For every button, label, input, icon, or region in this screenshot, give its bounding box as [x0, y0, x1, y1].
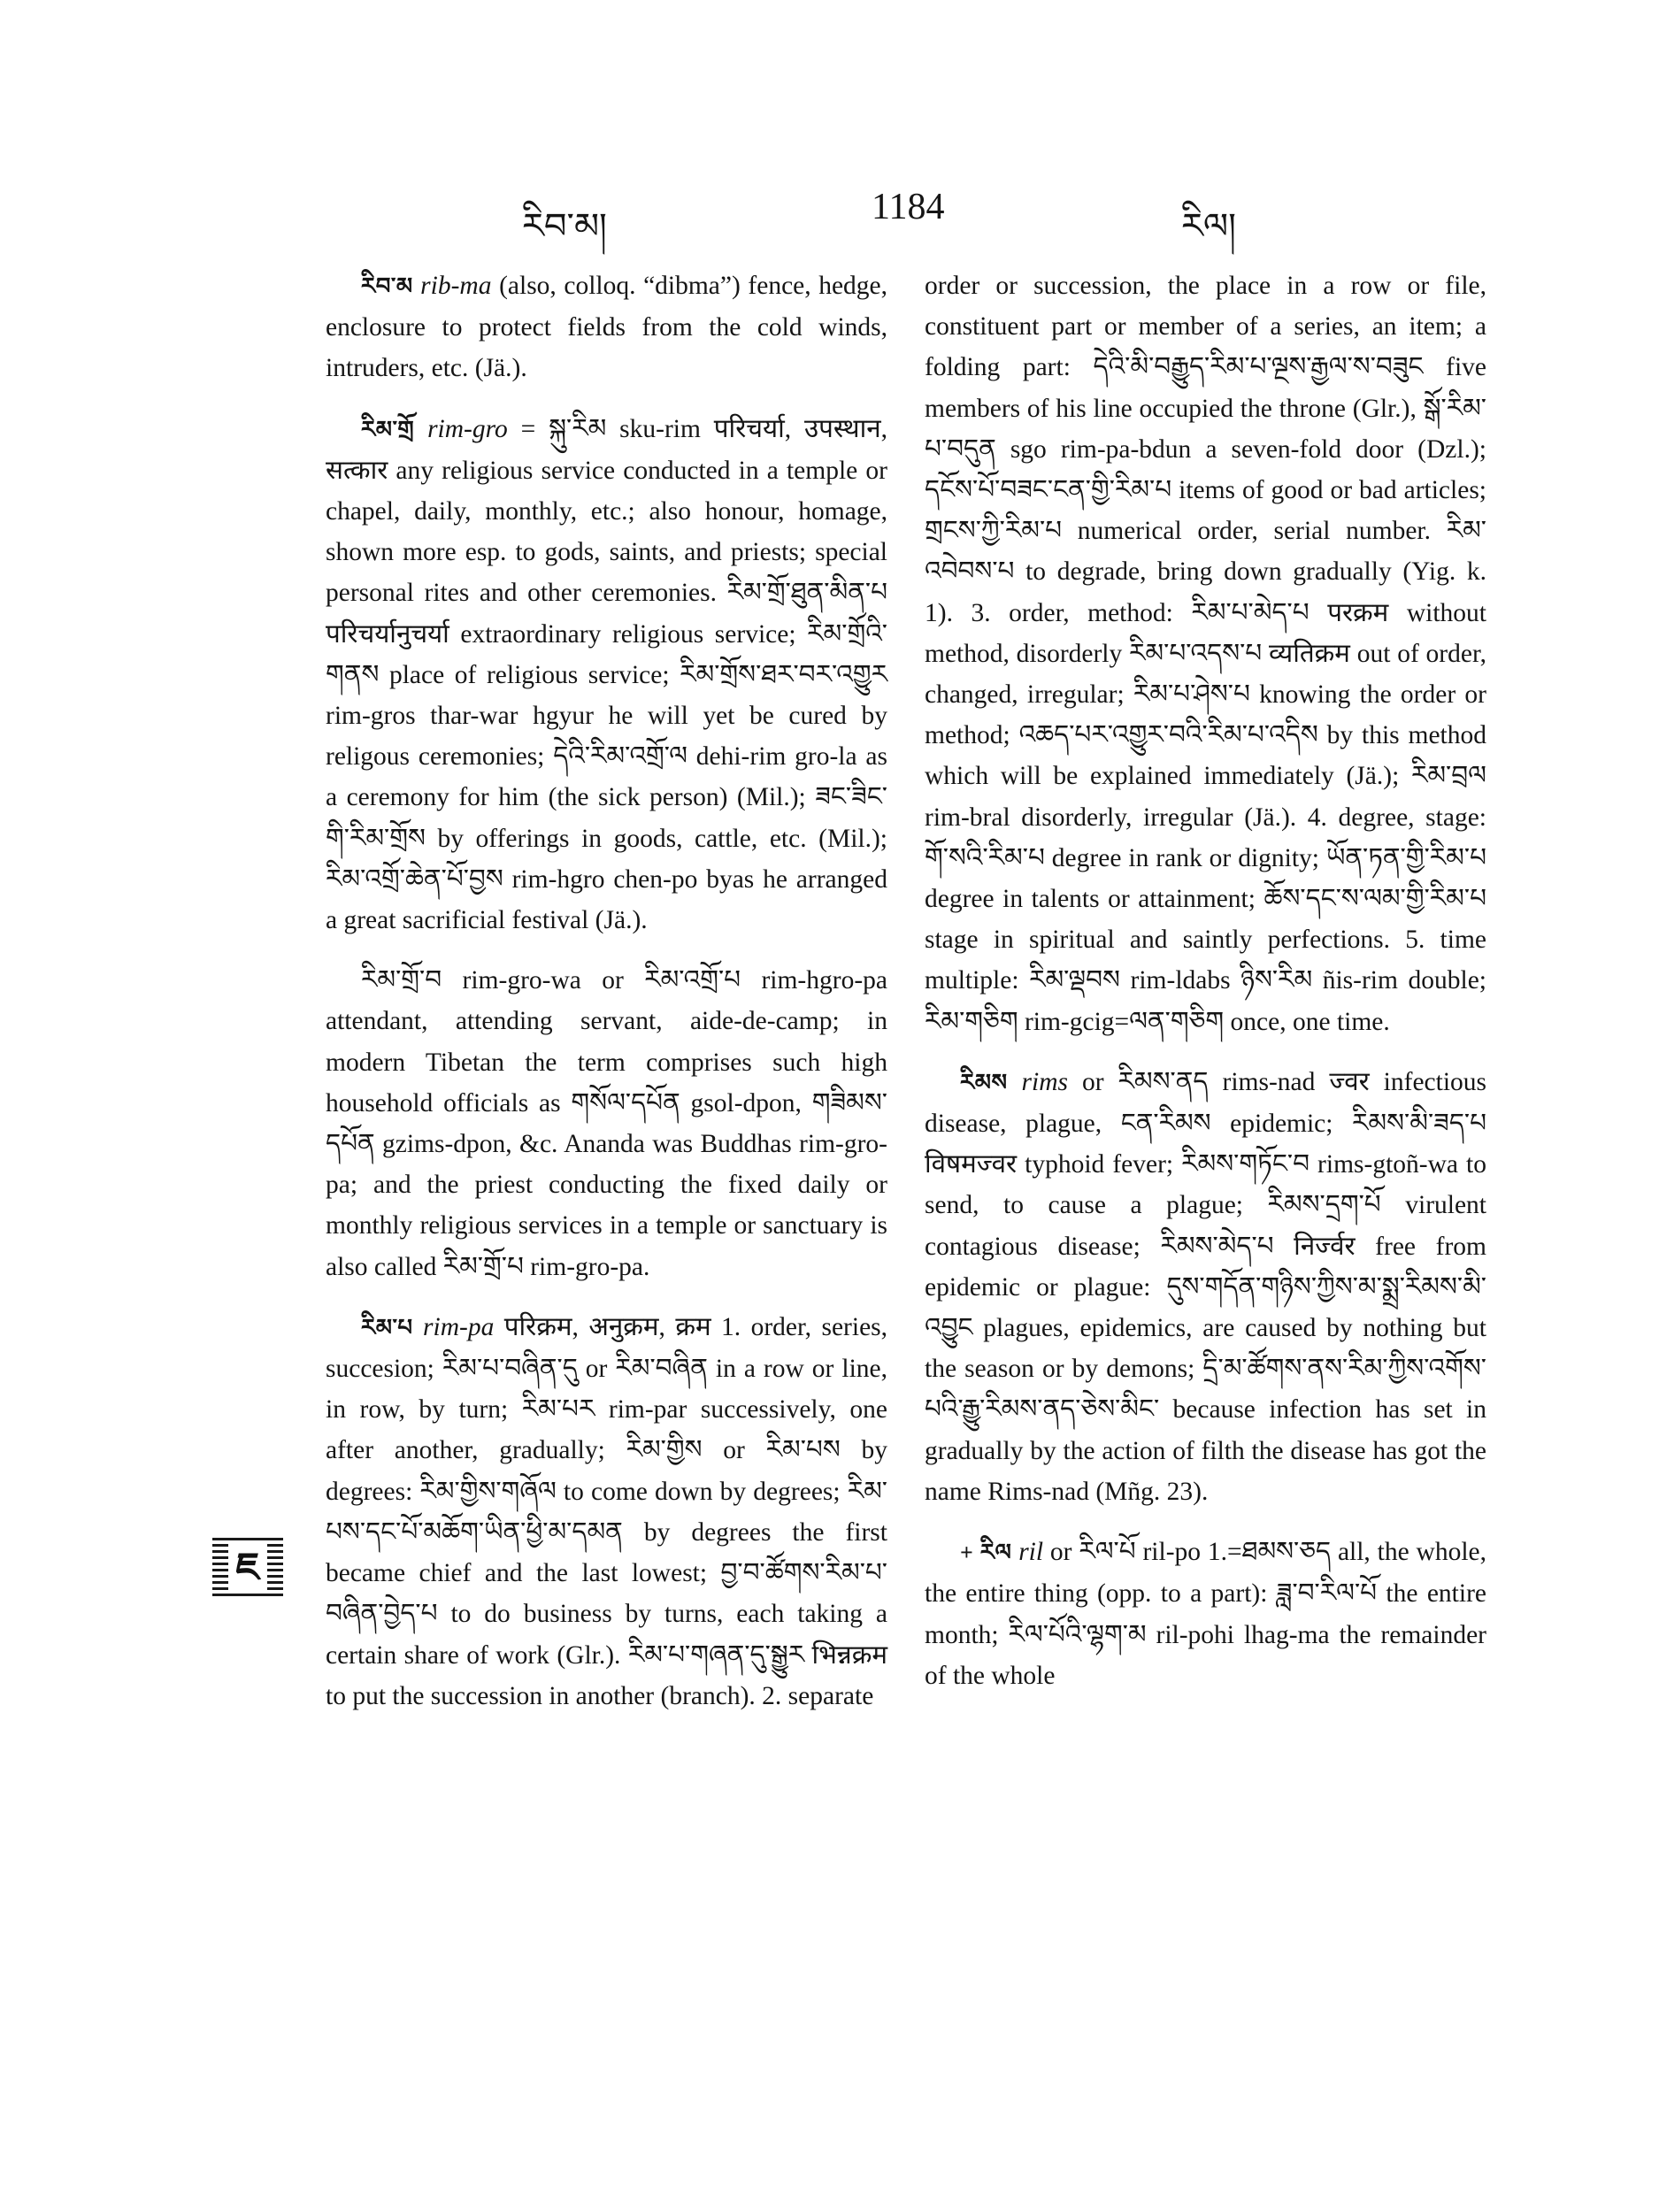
entry-body: order or succession, the place in a row or file, constituent part or member of a series, an item; a folding part: དེའི་མི་བརྒྱུད་རིམ་པ་ལྔས་རྒྱལ་ས་བཟུང five members of his line occupied the throne (Glr.), སྒོ་རིམ་པ་བདུན sgo rim-pa-bdun a seven-fold door (Dzl.); དངོས་པོ་བཟང་ངན་གྱི་རིམ་པ items of good or bad articles; གྲངས་ཀྱི་རིམ་པ numerical order, serial number. རིམ་འབེབས་པ to degrade, bring down gradually (Yig. k. 1). 3. order, method: རིམ་པ་མེད་པ परक्रम without method, disorderly རིམ་པ་འདས་པ व्यतिक्रम out of order, changed, irregular; རིམ་པ་ཤེས་པ knowing the order or method; འཆད་པར་འགྱུར་བའི་རིམ་པ་འདིས by this method which will be explained immediately (Jä.); རིམ་བྲལ rim-bral disorderly, irregular (Jä.). 4. degree, stage: གོ་སའི་རིམ་པ degree in rank or dignity; ཡོན་ཏན་གྱི་རིམ་པ degree in talents or attainment; ཆོས་དང་ས་ལམ་གྱི་རིམ་པ stage in spiritual and saintly perfections. 5. time multiple: རིམ་ལྡབས rim-ldabs ཉིས་རིམ ñis-rim double; རིམ་གཅིག rim-gcig=ལན་གཅིག once, one time. [925, 272, 1486, 1036]
dictionary-entry [326, 265, 887, 389]
header-left-guide-word: རིབ་མ། [522, 206, 607, 246]
dictionary-entry [326, 409, 887, 941]
entry-body: (also, colloq. “dibma”) fence, hedge, enclosure to protect fields from the cold winds, intruders, etc. (Jä.). [326, 272, 888, 383]
running-header [0, 186, 1659, 246]
entry-transliteration: rims [1021, 1067, 1068, 1096]
dictionary-entry-continuation [925, 265, 1486, 1042]
entry-transliteration: rib-ma [420, 272, 492, 300]
entry-transliteration: ril [1018, 1538, 1044, 1567]
entry-transliteration: rim-pa [423, 1312, 495, 1341]
thumb-index-tab [212, 1538, 283, 1598]
entry-headword: + རིལ [960, 1540, 1012, 1566]
entry-body: = སྐུ་རིམ sku-rim परिचर्या, उपस्थान, सत्कार any religious service conducted in a temple or chapel, daily, monthly, etc.; also honour, homage, shown more esp. to gods, saints, and priests; special personal rites and other ceremonies. རིམ་གྲོ་ཐུན་མིན་པ परिचर्यानुचर्या extraordinary religious service; རིམ་གྲོའི་གནས place of religious service; རིམ་གྲོས་ཐར་བར་འགྱུར rim-gros thar-war hgyur he will yet be cured by religous ceremonies; དེའི་རིམ་འགྲོ་ལ dehi-rim gro-la as a ceremony for him (the sick person) (Mil.); ཟང་ཟིང་གི་རིམ་གྲོས by offerings in goods, cattle, etc. (Mil.); རིམ་འགྲོ་ཆེན་པོ་བྱས rim-hgro chen-po byas he arranged a great sacrificial festival (Jä.). [326, 414, 888, 935]
dictionary-entry [925, 1532, 1486, 1696]
header-right-guide-word: རིལ། [1181, 206, 1237, 246]
entry-headword: རིབ་མ [361, 273, 413, 299]
page-number: 1184 [872, 187, 945, 227]
entry-transliteration: rim-gro [427, 414, 508, 443]
right-column [925, 265, 1486, 1716]
dictionary-entry [925, 1062, 1486, 1512]
entry-body: རིམ་གྲོ་བ rim-gro-wa or རིམ་འགྲོ་པ rim-hgro-pa attendant, attending servant, aide-de-camp; in modern Tibetan the term comprises such high household officials as གསོལ་དཔོན gsol-dpon, གཟིམས་དཔོན gzims-dpon, &c. Ananda was Buddhas rim-gro-pa; and the priest conducting the fixed daily or monthly religious services in a temple or sanctuary is also called རིམ་གྲོ་པ rim-gro-pa. [326, 966, 887, 1281]
entry-headword: རིམ་གྲོ [361, 416, 415, 442]
dictionary-subentry [326, 960, 887, 1287]
left-column [326, 265, 887, 1736]
entry-body: परिक्रम, अनुक्रम, क्रम 1. order, series, succesion; རིམ་པ་བཞིན་དུ or རིམ་བཞིན in a row or line, in row, by turn; རིམ་པར rim-par successively, one after another, gradually; རིམ་གྱིས or རིམ་པས by degrees: རིམ་གྱིས་གཞོལ to come down by degrees; རིམ་པས་དང་པོ་མཆོག་ཡིན་ཕྱི་མ་དམན by degrees the first became chief and the last lowest; བྱ་བ་ཚོགས་རིམ་པ་བཞིན་བྱེད་པ to do business by turns, each taking a certain share of work (Glr.). རིམ་པ་གཞན་དུ་སྒྱུར भिन्नक्रम to put the succession in another (branch). 2. separate [326, 1312, 888, 1710]
entry-body: or རིལ་པོ ril-po 1.=ཐམས་ཅད all, the whole, the entire thing (opp. to a part): ཟླ་བ་རིལ་པོ the entire month; རིལ་པོའི་ལྷག་མ ril-pohi lhag-ma the remainder of the whole [925, 1538, 1486, 1690]
entry-headword: རིམ་པ [361, 1314, 413, 1340]
dictionary-entry [326, 1307, 887, 1717]
tibetan-letter-tab-icon: ཇ [228, 1543, 267, 1593]
entry-body: or རིམས་ནད rims-nad ज्वर infectious disease, plague, ངན་རིམས epidemic; རིམས་མི་ཟད་པ विषमज्वर typhoid fever; རིམས་གཏོང་བ rims-gtoñ-wa to send, to cause a plague; རིམས་དྲག་པོ virulent contagious disease; རིམས་མེད་པ निर्ज्वर free from epidemic or plague: དུས་གདོན་གཉིས་ཀྱིས་མ་སྨྲ་རིམས་མི་འབྱུང plagues, epidemics, are caused by nothing but the season or by demons; དྲི་མ་ཚོགས་ནས་རིམ་ཀྱིས་འགོས་པའི་རྒྱུ་རིམས་ནད་ཅེས་མིང་ because infection has set in gradually by the action of filth the disease has got the name Rims-nad (Mñg. 23). [925, 1067, 1487, 1506]
entry-headword: རིམས [960, 1069, 1008, 1095]
